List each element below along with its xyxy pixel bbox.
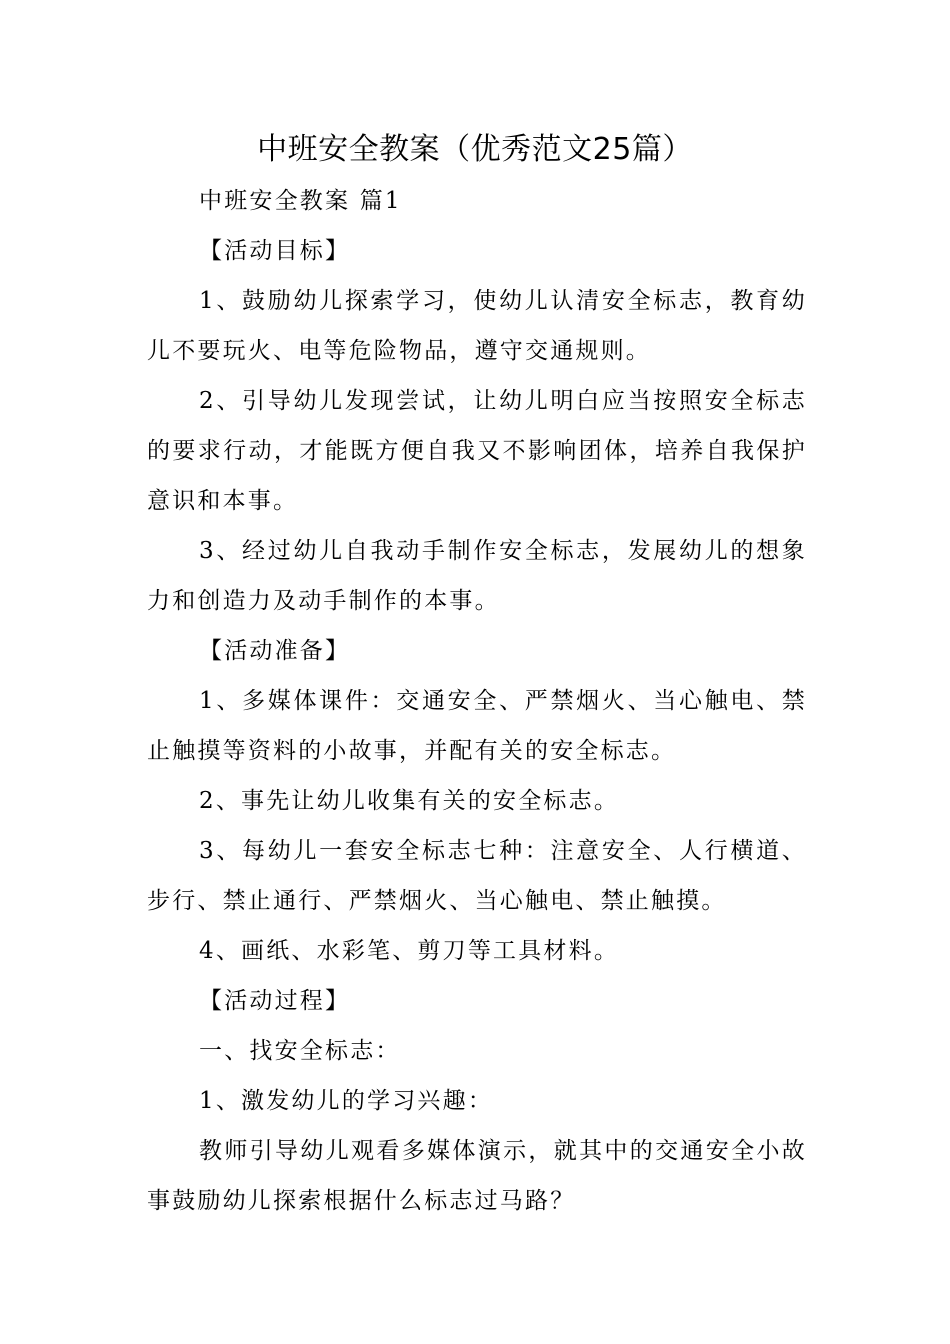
section-heading: 中班安全教案 篇1 [199,188,402,214]
paragraph: 2、事先让幼儿收集有关的安全标志。 [199,788,620,814]
paragraph: 3、经过幼儿自我动手制作安全标志，发展幼儿的想象力和创造力及动手制作的本事。 [147,538,807,614]
paragraph-activity-preparation-heading: 【活动准备】 [199,638,351,664]
paragraph: 1、激发幼儿的学习兴趣： [199,1088,494,1114]
document-title: 中班安全教案（优秀范文25篇） [257,132,693,167]
paragraph: 3、每幼儿一套安全标志七种：注意安全、人行横道、步行、禁止通行、严禁烟火、当心触电、禁止触摸。 [147,838,807,914]
paragraph: 一、找安全标志： [199,1038,401,1064]
paragraph: 1、多媒体课件：交通安全、严禁烟火、当心触电、禁止触摸等资料的小故事，并配有关的安全标志。 [147,688,807,764]
paragraph-activity-process-heading: 【活动过程】 [199,988,351,1014]
paragraph: 1、鼓励幼儿探索学习，使幼儿认清安全标志，教育幼儿不要玩火、电等危险物品，遵守交通规则。 [147,288,807,364]
document-body [147,176,807,1226]
paragraph: 2、引导幼儿发现尝试，让幼儿明白应当按照安全标志的要求行动，才能既方便自我又不影响团体，培养自我保护意识和本事。 [147,388,807,514]
paragraph: 4、画纸、水彩笔、剪刀等工具材料。 [199,938,620,964]
paragraph: 教师引导幼儿观看多媒体演示，就其中的交通安全小故事鼓励幼儿探索根据什么标志过马路？ [147,1138,807,1214]
paragraph-activity-goals-heading: 【活动目标】 [199,238,351,264]
